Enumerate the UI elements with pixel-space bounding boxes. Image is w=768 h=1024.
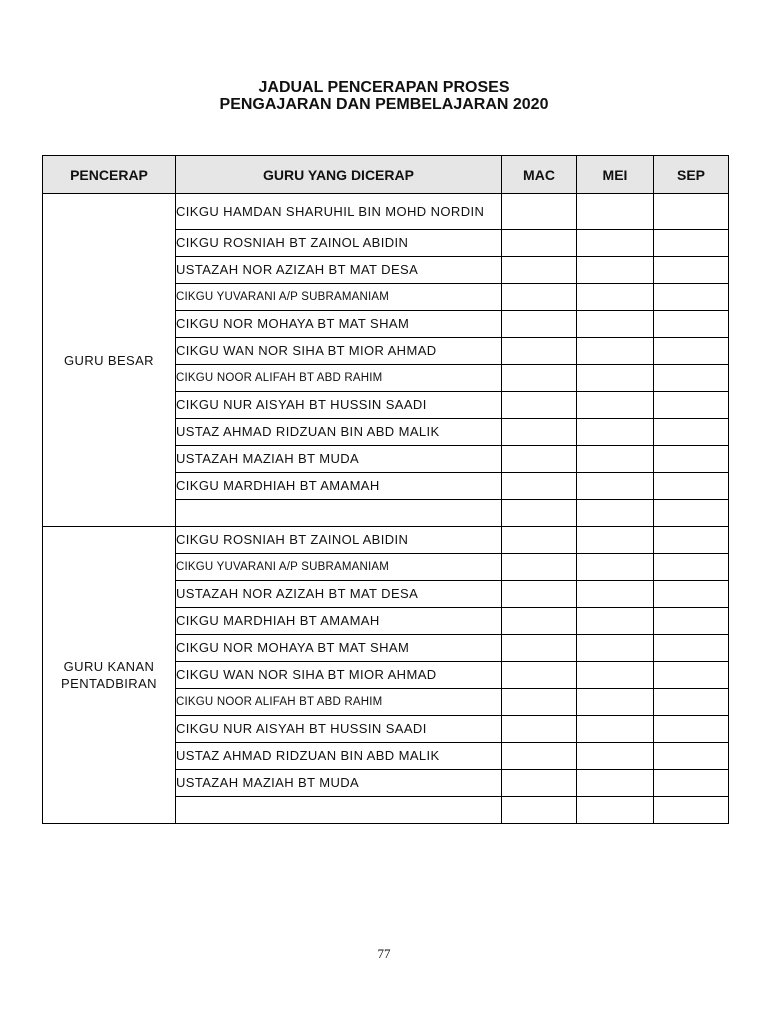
observation-cell-mac bbox=[502, 689, 577, 716]
teacher-name-cell: USTAZAH MAZIAH BT MUDA bbox=[176, 446, 502, 473]
observation-cell-mac bbox=[502, 419, 577, 446]
observation-cell-sep bbox=[654, 338, 729, 365]
observation-cell-mei bbox=[577, 797, 654, 824]
pencerap-cell bbox=[43, 194, 176, 527]
document-title-line-2: PENGAJARAN DAN PEMBELAJARAN 2020 bbox=[219, 96, 549, 113]
teacher-name-cell: CIKGU NOOR ALIFAH BT ABD RAHIM bbox=[176, 365, 502, 392]
teacher-name-cell: CIKGU NOR MOHAYA BT MAT SHAM bbox=[176, 311, 502, 338]
header-mei: MEI bbox=[577, 156, 654, 194]
teacher-name-cell: USTAZ AHMAD RIDZUAN BIN ABD MALIK bbox=[176, 419, 502, 446]
observation-cell-mac bbox=[502, 797, 577, 824]
observation-cell-mei bbox=[577, 770, 654, 797]
observation-cell-sep bbox=[654, 392, 729, 419]
observation-cell-mei bbox=[577, 446, 654, 473]
observation-cell-mac bbox=[502, 230, 577, 257]
observation-cell-mac bbox=[502, 635, 577, 662]
observation-cell-mei bbox=[577, 257, 654, 284]
observation-cell-mei bbox=[577, 338, 654, 365]
observation-cell-mei bbox=[577, 500, 654, 527]
observation-cell-mac bbox=[502, 581, 577, 608]
observation-cell-sep bbox=[654, 194, 729, 230]
observation-cell-mei bbox=[577, 554, 654, 581]
observation-cell-sep bbox=[654, 797, 729, 824]
header-mac: MAC bbox=[502, 156, 577, 194]
observation-cell-sep bbox=[654, 635, 729, 662]
observation-cell-sep bbox=[654, 230, 729, 257]
observation-schedule-table bbox=[42, 155, 729, 824]
pencerap-label: GURU BESAR bbox=[64, 352, 154, 368]
teacher-name-cell: CIKGU YUVARANI A/P SUBRAMANIAM bbox=[176, 554, 502, 581]
table-row bbox=[43, 527, 729, 554]
teacher-name-cell: CIKGU WAN NOR SIHA BT MIOR AHMAD bbox=[176, 338, 502, 365]
teacher-name-cell: CIKGU YUVARANI A/P SUBRAMANIAM bbox=[176, 284, 502, 311]
teacher-name-cell: CIKGU MARDHIAH BT AMAMAH bbox=[176, 473, 502, 500]
observation-cell-mei bbox=[577, 689, 654, 716]
observation-cell-sep bbox=[654, 527, 729, 554]
observation-cell-mac bbox=[502, 662, 577, 689]
teacher-name-cell: USTAZAH NOR AZIZAH BT MAT DESA bbox=[176, 257, 502, 284]
teacher-name-cell: CIKGU ROSNIAH BT ZAINOL ABIDIN bbox=[176, 230, 502, 257]
observation-cell-mac bbox=[502, 446, 577, 473]
observation-cell-sep bbox=[654, 581, 729, 608]
header-sep: SEP bbox=[654, 156, 729, 194]
observation-cell-mei bbox=[577, 365, 654, 392]
observation-cell-mac bbox=[502, 473, 577, 500]
observation-cell-mac bbox=[502, 743, 577, 770]
teacher-name-cell: CIKGU HAMDAN SHARUHIL BIN MOHD NORDIN bbox=[176, 194, 502, 230]
observation-cell-mac bbox=[502, 527, 577, 554]
observation-cell-mei bbox=[577, 662, 654, 689]
header-pencerap: PENCERAP bbox=[43, 156, 176, 194]
observation-cell-mei bbox=[577, 194, 654, 230]
teacher-name-cell bbox=[176, 500, 502, 527]
pencerap-label-line-2: PENTADBIRAN bbox=[61, 676, 157, 691]
observation-cell-mac bbox=[502, 770, 577, 797]
page-number: 77 bbox=[377, 946, 391, 961]
observation-cell-mac bbox=[502, 608, 577, 635]
observation-cell-sep bbox=[654, 365, 729, 392]
teacher-name-cell: USTAZ AHMAD RIDZUAN BIN ABD MALIK bbox=[176, 743, 502, 770]
teacher-name-cell: CIKGU MARDHIAH BT AMAMAH bbox=[176, 608, 502, 635]
observation-cell-sep bbox=[654, 608, 729, 635]
teacher-name-cell: CIKGU NOR MOHAYA BT MAT SHAM bbox=[176, 635, 502, 662]
observation-cell-sep bbox=[654, 284, 729, 311]
observation-cell-mac bbox=[502, 554, 577, 581]
observation-cell-sep bbox=[654, 554, 729, 581]
header-guru-dicerap: GURU YANG DICERAP bbox=[176, 156, 502, 194]
observation-cell-sep bbox=[654, 500, 729, 527]
teacher-name-cell: CIKGU NUR AISYAH BT HUSSIN SAADI bbox=[176, 392, 502, 419]
observation-cell-mac bbox=[502, 365, 577, 392]
observation-cell-sep bbox=[654, 311, 729, 338]
document-title-line-1: JADUAL PENCERAPAN PROSES bbox=[258, 79, 510, 96]
observation-cell-mei bbox=[577, 284, 654, 311]
observation-cell-sep bbox=[654, 419, 729, 446]
teacher-name-cell: CIKGU NUR AISYAH BT HUSSIN SAADI bbox=[176, 716, 502, 743]
observation-cell-sep bbox=[654, 770, 729, 797]
observation-cell-mei bbox=[577, 581, 654, 608]
observation-cell-sep bbox=[654, 473, 729, 500]
observation-cell-mei bbox=[577, 608, 654, 635]
teacher-name-cell: CIKGU WAN NOR SIHA BT MIOR AHMAD bbox=[176, 662, 502, 689]
observation-cell-mei bbox=[577, 230, 654, 257]
observation-cell-mac bbox=[502, 500, 577, 527]
observation-cell-mac bbox=[502, 392, 577, 419]
observation-cell-mac bbox=[502, 194, 577, 230]
header-row bbox=[43, 156, 729, 194]
observation-cell-sep bbox=[654, 743, 729, 770]
observation-cell-mei bbox=[577, 743, 654, 770]
teacher-name-cell bbox=[176, 797, 502, 824]
observation-cell-sep bbox=[654, 257, 729, 284]
table-body bbox=[43, 194, 729, 824]
teacher-name-cell: CIKGU ROSNIAH BT ZAINOL ABIDIN bbox=[176, 527, 502, 554]
observation-cell-mei bbox=[577, 392, 654, 419]
pencerap-cell bbox=[43, 527, 176, 824]
observation-cell-mac bbox=[502, 311, 577, 338]
teacher-name-cell: CIKGU NOOR ALIFAH BT ABD RAHIM bbox=[176, 689, 502, 716]
observation-cell-mei bbox=[577, 527, 654, 554]
observation-cell-mei bbox=[577, 473, 654, 500]
observation-cell-mac bbox=[502, 338, 577, 365]
teacher-name-cell: USTAZAH MAZIAH BT MUDA bbox=[176, 770, 502, 797]
observation-cell-mac bbox=[502, 284, 577, 311]
observation-cell-mac bbox=[502, 257, 577, 284]
observation-cell-mei bbox=[577, 311, 654, 338]
pencerap-label: GURU KANAN bbox=[63, 659, 155, 674]
observation-cell-mei bbox=[577, 419, 654, 446]
table-row bbox=[43, 194, 729, 230]
observation-cell-sep bbox=[654, 446, 729, 473]
observation-cell-sep bbox=[654, 716, 729, 743]
observation-cell-sep bbox=[654, 662, 729, 689]
observation-cell-mac bbox=[502, 716, 577, 743]
observation-cell-mei bbox=[577, 635, 654, 662]
observation-cell-sep bbox=[654, 689, 729, 716]
observation-cell-mei bbox=[577, 716, 654, 743]
teacher-name-cell: USTAZAH NOR AZIZAH BT MAT DESA bbox=[176, 581, 502, 608]
